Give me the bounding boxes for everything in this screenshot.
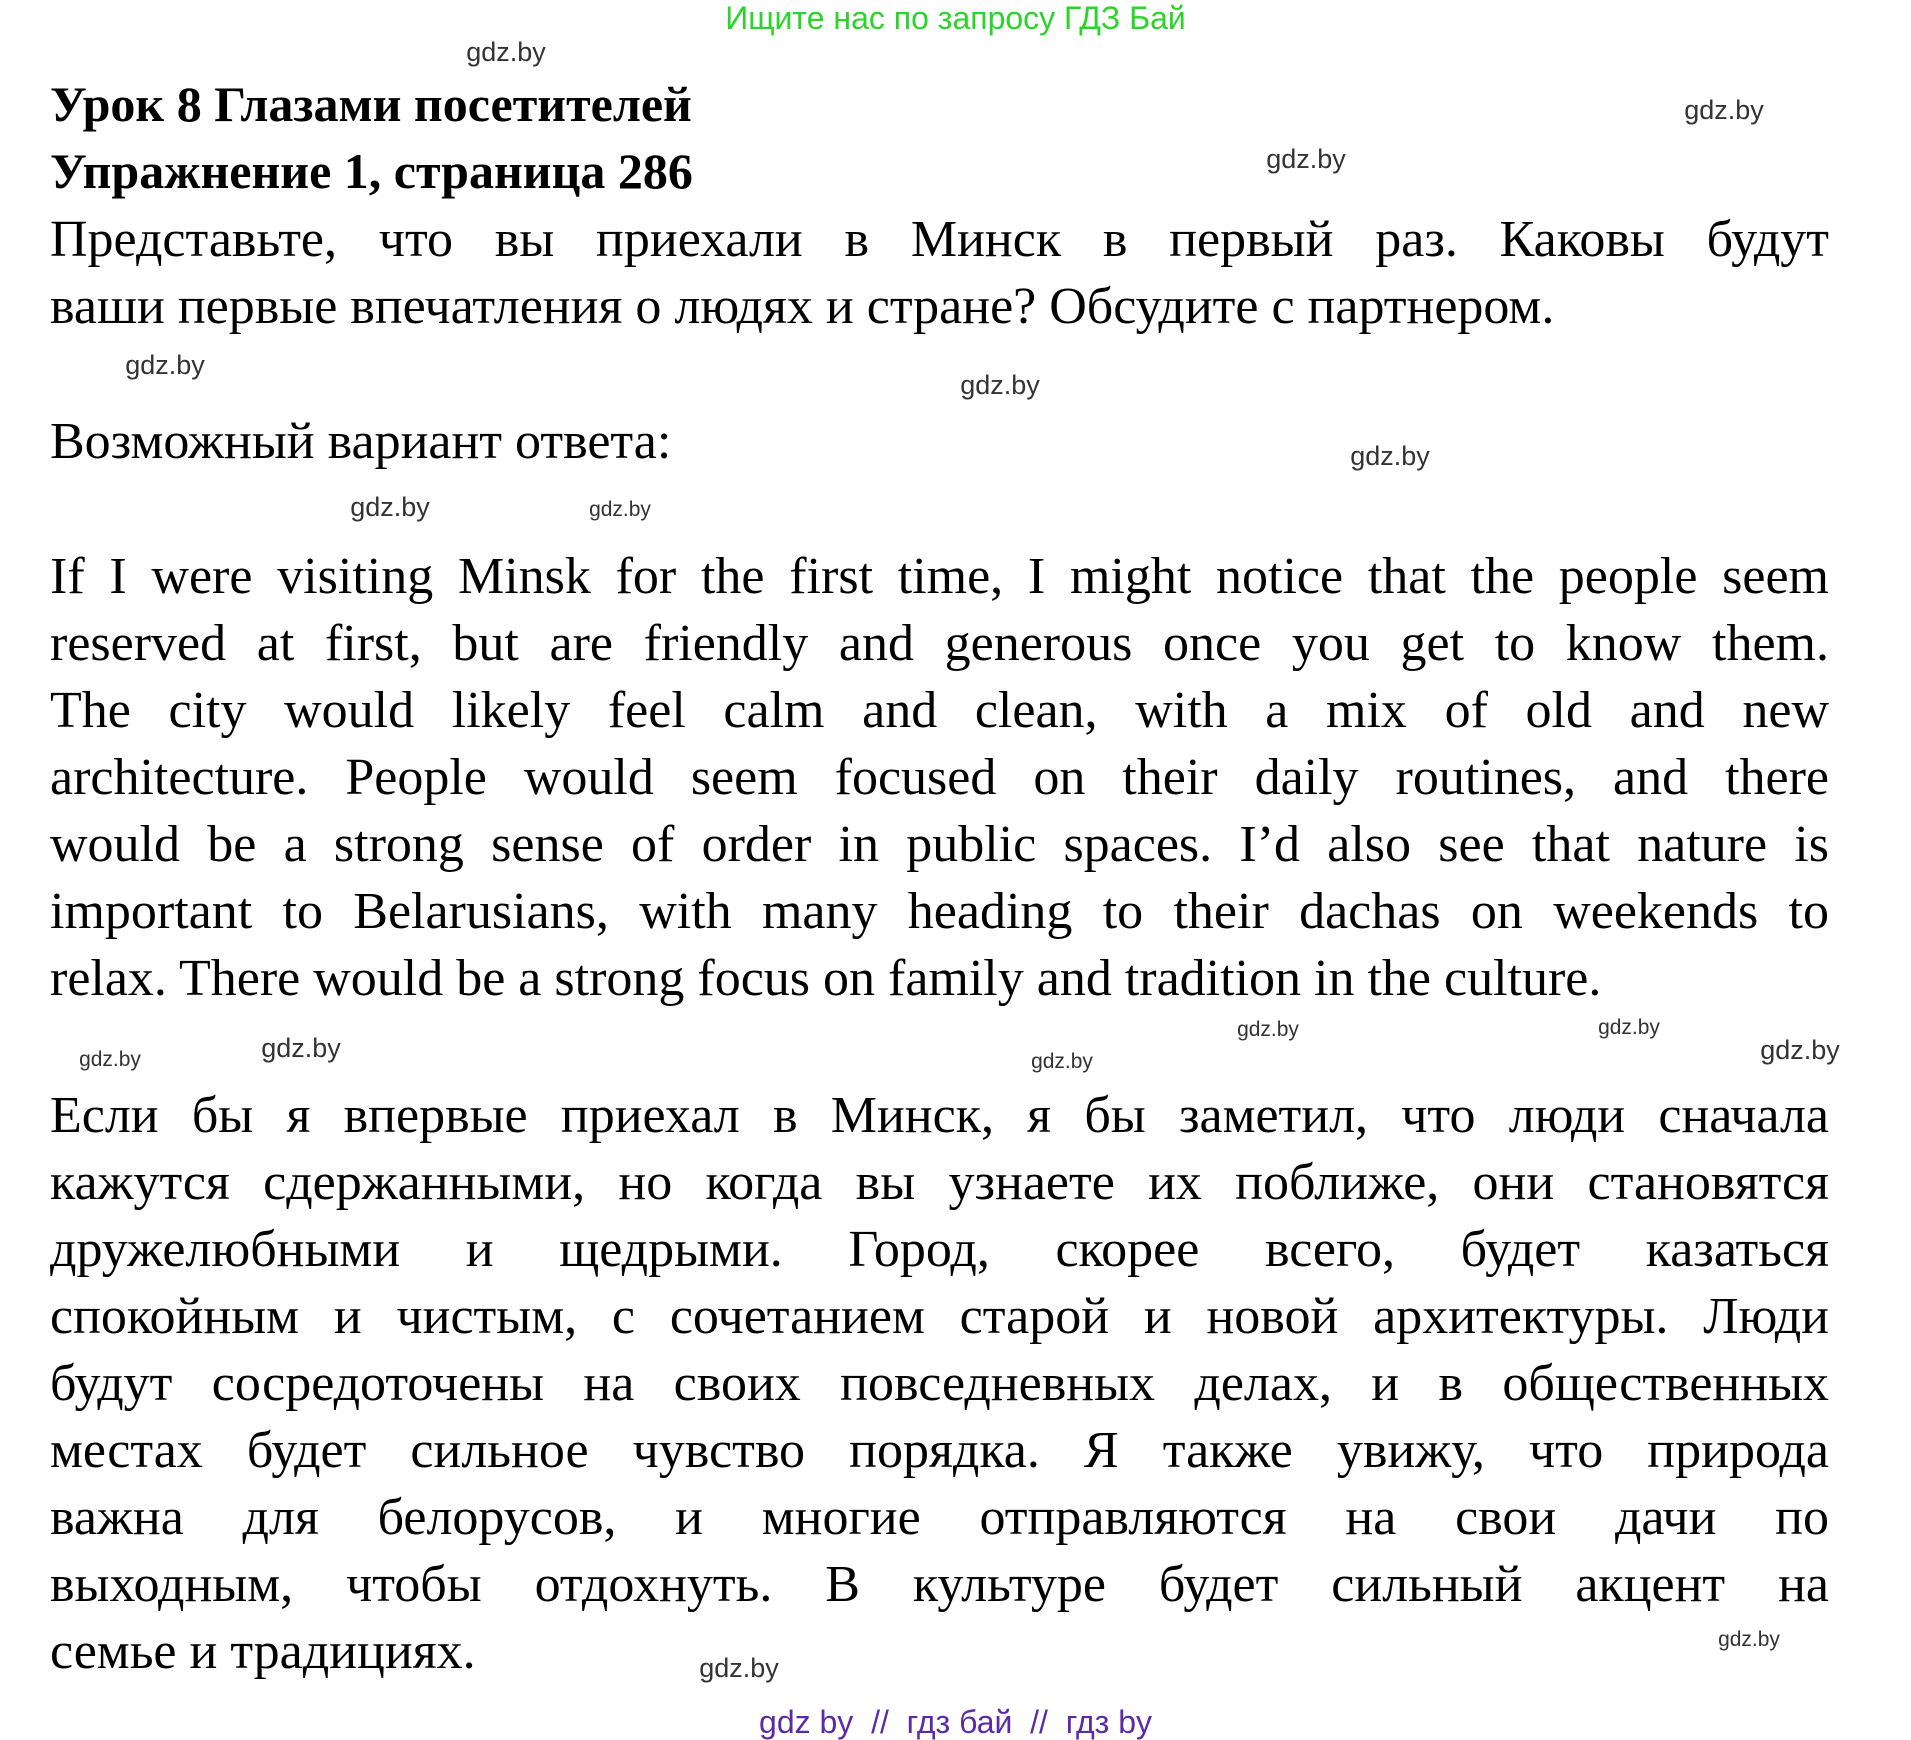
russian-line: будут сосредоточены на своих повседневных делах, и в общественных [50, 1355, 1829, 1412]
heading-block [50, 71, 1829, 205]
english-line: The city would likely feel calm and clean, with a mix of old and new [50, 682, 1829, 739]
search-banner: Ищите нас по запросу ГДЗ Бай [725, 0, 1186, 36]
english-line: reserved at first, but are friendly and generous once you get to know them. [50, 615, 1829, 672]
english-line: relax. There would be a strong focus on family and tradition in the culture. [50, 950, 1602, 1007]
watermark: gdz.by [589, 498, 651, 521]
watermark: gdz.by [960, 370, 1040, 400]
watermark: gdz.by [699, 1653, 779, 1683]
watermark: gdz.by [1031, 1050, 1093, 1073]
prompt-line: Представьте, что вы приехали в Минск в первый раз. Каковы будут [50, 211, 1829, 268]
russian-line: выходным, чтобы отдохнуть. В культуре будет сильный акцент на [50, 1556, 1829, 1613]
watermark: gdz.by [261, 1033, 341, 1063]
english-line: would be a strong sense of order in public spaces. I’d also see that nature is [50, 816, 1829, 873]
english-line: important to Belarusians, with many heading to their dachas on weekends to [50, 883, 1829, 940]
watermark: gdz.by [125, 350, 205, 380]
watermark: gdz.by [79, 1048, 141, 1071]
russian-line: Если бы я впервые приехал в Минск, я бы заметил, что люди сначала [50, 1087, 1829, 1144]
watermark: gdz.by [1760, 1035, 1840, 1065]
russian-line: дружелюбными и щедрыми. Город, скорее всего, будет казаться [50, 1221, 1829, 1278]
answer-label: Возможный вариант ответа: [50, 413, 672, 470]
russian-answer [50, 1082, 1829, 1685]
exercise-title: Упражнение 1, страница 286 [50, 143, 693, 199]
prompt-line: ваши первые впечатления о людях и стране? Обсудите с партнером. [50, 278, 1555, 335]
russian-line: местах будет сильное чувство порядка. Я также увижу, что природа [50, 1422, 1829, 1479]
english-line: architecture. People would seem focused on their daily routines, and there [50, 749, 1829, 806]
prompt-paragraph [50, 206, 1829, 340]
russian-line: спокойным и чистым, с сочетанием старой и новой архитектуры. Люди [50, 1288, 1829, 1345]
english-answer [50, 543, 1829, 1012]
english-line: If I were visiting Minsk for the first time, I might notice that the people seem [50, 548, 1829, 605]
lesson-title: Урок 8 Глазами посетителей [50, 76, 692, 132]
watermark: gdz.by [466, 37, 546, 67]
watermark: gdz.by [1237, 1018, 1299, 1041]
watermark: gdz.by [1350, 441, 1430, 471]
russian-line: важна для белорусов, и многие отправляются на свои дачи по [50, 1489, 1829, 1546]
watermark: gdz.by [1598, 1016, 1660, 1039]
answer-label-block [50, 408, 1829, 475]
russian-line: семье и традициях. [50, 1623, 476, 1680]
russian-line: кажутся сдержанными, но когда вы узнаете их поближе, они становятся [50, 1154, 1829, 1211]
watermark: gdz.by [350, 492, 430, 522]
watermark: gdz.by [1266, 144, 1346, 174]
watermark: gdz.by [1684, 95, 1764, 125]
watermark: gdz.by [1718, 1628, 1780, 1651]
footer-links: gdz by // гдз бай // гдз by [759, 1704, 1152, 1740]
